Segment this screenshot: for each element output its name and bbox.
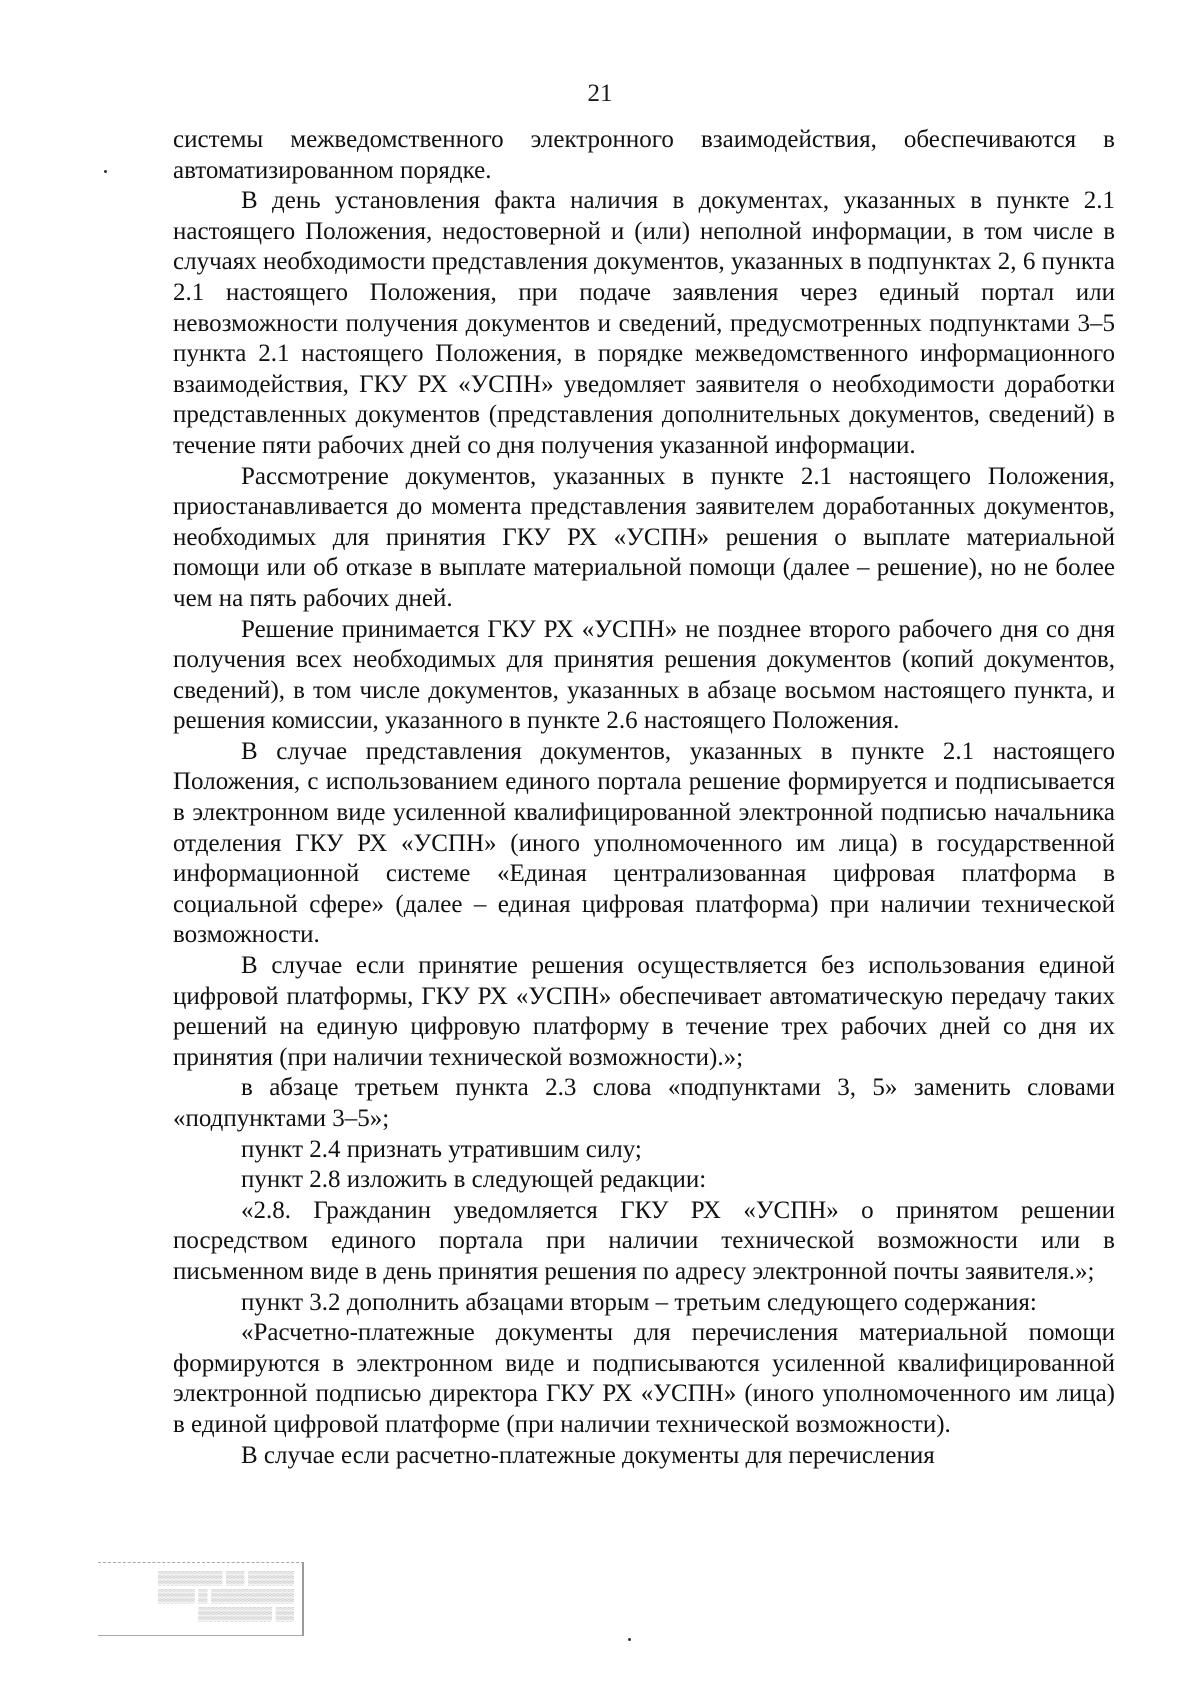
paragraph: «Расчетно-платежные документы для перечисления материальной помощи формируются в электронном виде и подписываются усиленной квалифицированной электронной подписью директора ГКУ РХ «УСПН» (иного уполномоченного им лица) в единой цифровой платформе (при наличии технической возможности). <box>173 1319 1115 1438</box>
paragraph: пункт 2.4 признать утратившим силу; <box>241 1135 642 1163</box>
document-body <box>173 125 1115 1471</box>
paragraph-continuation: системы межведомственного электронного взаимодействия, обеспечиваются в автоматизированном порядке. <box>173 126 1115 184</box>
scan-speck <box>104 170 107 173</box>
paragraph: пункт 3.2 дополнить абзацами вторым – третьим следующего содержания: <box>241 1288 1037 1316</box>
paragraph: В случае если принятие решения осуществляется без использования единой цифровой платформы, ГКУ РХ «УСПН» обеспечивает автоматическую передачу таких решений на единую цифровую платформу в течение трех рабочих дней со дня их принятия (при наличии технической возможности).»; <box>173 952 1115 1071</box>
ministry-stamp: ▒▒▒▒▒▒▒ ▒▒ ▒▒▒▒▒ ▒▒▒▒ ▒ ▒▒▒▒▒▒▒▒▒ ▒▒▒▒▒▒▒▒ ▒▒ <box>98 1562 304 1636</box>
paragraph: Рассмотрение документов, указанных в пункте 2.1 настоящего Положения, приостанавливается до момента представления заявителем доработанных документов, необходимых для принятия ГКУ РХ «УСПН» решения о выплате материальной помощи или об отказе в выплате материальной помощи (далее – решение), но не более чем на пять рабочих дней. <box>173 462 1115 612</box>
paragraph: в абзаце третьем пункта 2.3 слова «подпунктами 3, 5» заменить словами «подпунктами 3–5»; <box>173 1074 1115 1132</box>
paragraph: В случае представления документов, указанных в пункте 2.1 настоящего Положения, с использованием единого портала решение формируется и подписывается в электронном виде усиленной квалифицированной электронной подписью начальника отделения ГКУ РХ «УСПН» (иного уполномоченного им лица) в государственной информационной системе «Единая централизованная цифровая платформа в социальной сфере» (далее – единая цифровая платформа) при наличии технической возможности. <box>173 737 1115 949</box>
paragraph: «2.8. Гражданин уведомляется ГКУ РХ «УСПН» о принятом решении посредством единого портала при наличии технической возможности или в письменном виде в день принятия решения по адресу электронной почты заявителя.»; <box>173 1196 1115 1285</box>
scan-speck <box>628 1638 631 1641</box>
paragraph: пункт 2.8 изложить в следующей редакции: <box>241 1166 707 1194</box>
paragraph: Решение принимается ГКУ РХ «УСПН» не позднее второго рабочего дня со дня получения всех необходимых для принятия решения документов (копий документов, сведений), в том числе документов, указанных в абзаце восьмом настоящего пункта, и решения комиссии, указанного в пункте 2.6 настоящего Положения. <box>173 615 1115 735</box>
page-number: 21 <box>587 80 613 107</box>
paragraph: В день установления факта наличия в документах, указанных в пункте 2.1 настоящего Положения, недостоверной и (или) неполной информации, в том числе в случаях необходимости представления документов, указанных в подпунктах 2, 6 пункта 2.1 настоящего Положения, при подаче заявления через единый портал или невозможности получения документов и сведений, предусмотренных подпунктами 3–5 пункта 2.1 настоящего Положения, в порядке межведомственного информационного взаимодействия, ГКУ РХ «УСПН» уведомляет заявителя о необходимости доработки представленных документов (представления дополнительных документов, сведений) в течение пяти рабочих дней со дня получения указанной информации. <box>173 187 1115 459</box>
paragraph-last: В случае если расчетно-платежные документы для перечисления <box>241 1441 935 1469</box>
